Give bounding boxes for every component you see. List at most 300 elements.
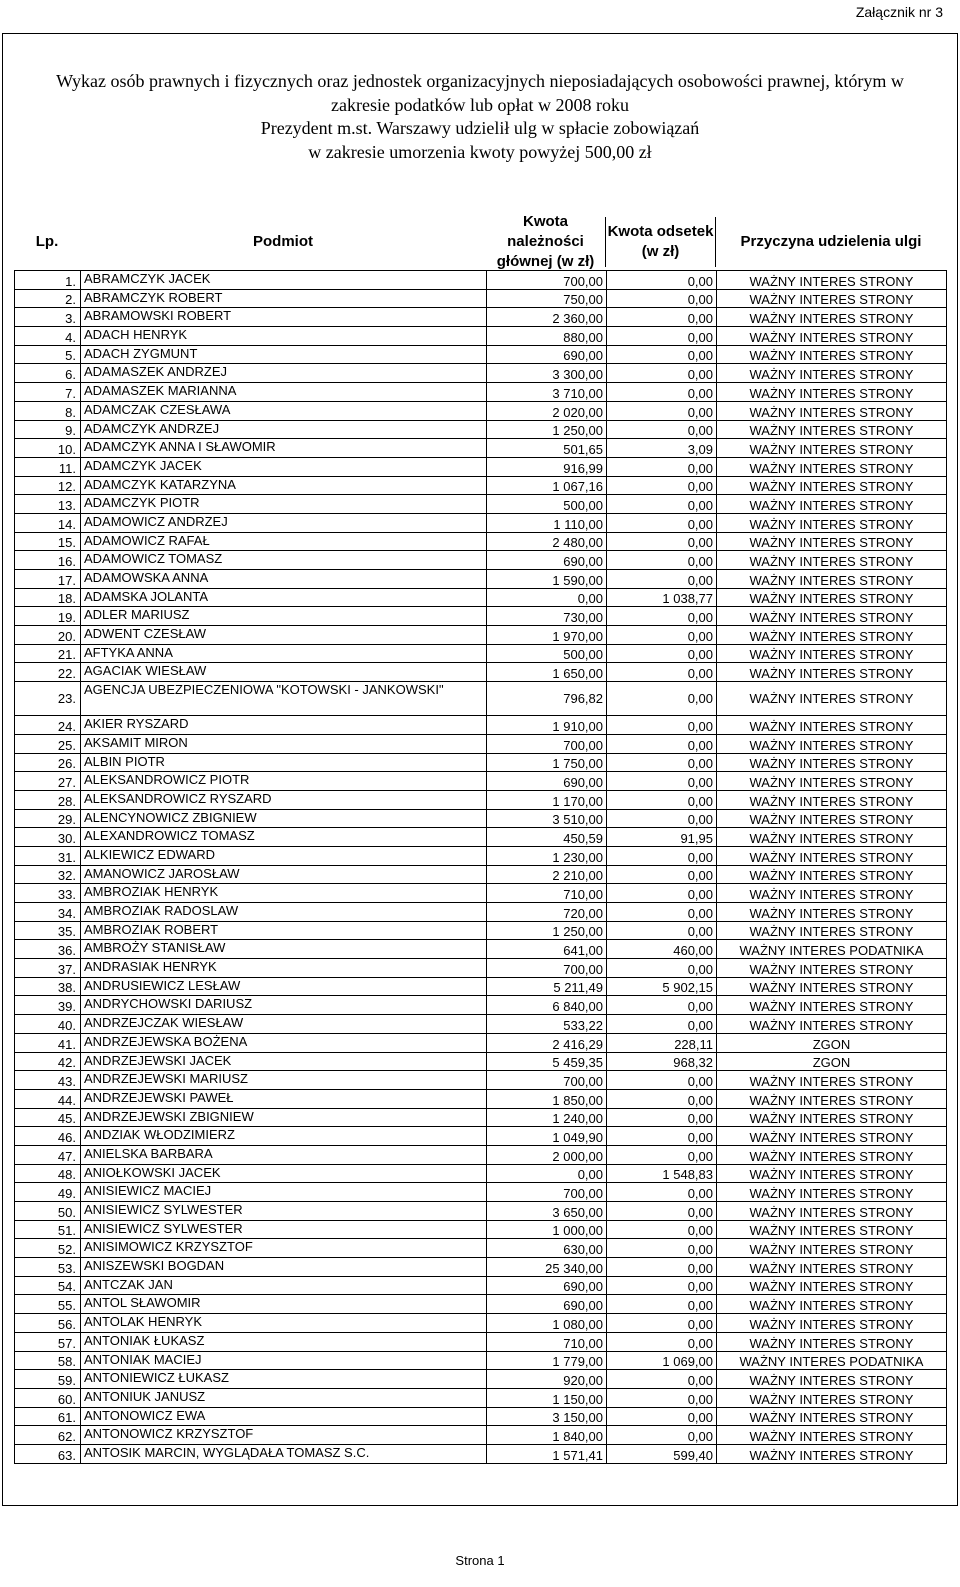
row-relief-reason: WAŻNY INTERES STRONY [717, 271, 947, 290]
row-number: 10. [15, 439, 81, 458]
table-row [15, 439, 947, 458]
table-row [15, 1370, 947, 1389]
row-interest-amount: 0,00 [607, 1202, 717, 1221]
row-number: 21. [15, 644, 81, 663]
row-entity-name: ABRAMOWSKI ROBERT [81, 308, 487, 327]
row-principal-amount: 1 110,00 [487, 513, 607, 532]
row-interest-amount: 0,00 [607, 607, 717, 626]
row-interest-amount: 0,00 [607, 1388, 717, 1407]
row-number: 12. [15, 476, 81, 495]
row-principal-amount: 700,00 [487, 1183, 607, 1202]
row-entity-name: ANISIEWICZ SYLWESTER [81, 1202, 487, 1221]
row-relief-reason: WAŻNY INTERES STRONY [717, 846, 947, 865]
row-principal-amount: 2 000,00 [487, 1145, 607, 1164]
row-entity-name: ANTONIEWICZ ŁUKASZ [81, 1370, 487, 1389]
row-principal-amount: 1 650,00 [487, 663, 607, 682]
row-number: 34. [15, 903, 81, 922]
row-entity-name: AMBROZIAK HENRYK [81, 884, 487, 903]
row-principal-amount: 0,00 [487, 588, 607, 607]
row-relief-reason: WAŻNY INTERES STRONY [717, 959, 947, 978]
row-number: 47. [15, 1145, 81, 1164]
table-row [15, 1108, 947, 1127]
row-number: 46. [15, 1127, 81, 1146]
row-principal-amount: 1 840,00 [487, 1426, 607, 1445]
table-row [15, 1351, 947, 1370]
row-principal-amount: 1 240,00 [487, 1108, 607, 1127]
row-relief-reason: WAŻNY INTERES STRONY [717, 1258, 947, 1277]
row-relief-reason: WAŻNY INTERES STRONY [717, 903, 947, 922]
row-interest-amount: 0,00 [607, 1089, 717, 1108]
row-interest-amount: 0,00 [607, 734, 717, 753]
row-relief-reason: WAŻNY INTERES STRONY [717, 1183, 947, 1202]
row-interest-amount: 0,00 [607, 644, 717, 663]
row-entity-name: ALEKSANDROWICZ RYSZARD [81, 790, 487, 809]
row-entity-name: ANDZIAK WŁODZIMIERZ [81, 1127, 487, 1146]
row-entity-name: ADACH ZYGMUNT [81, 345, 487, 364]
row-number: 50. [15, 1202, 81, 1221]
table-row [15, 570, 947, 589]
row-number: 3. [15, 308, 81, 327]
row-relief-reason: ZGON [717, 1033, 947, 1052]
row-entity-name: ANTONOWICZ EWA [81, 1407, 487, 1426]
row-entity-name: ANTONIAK ŁUKASZ [81, 1332, 487, 1351]
row-interest-amount: 460,00 [607, 940, 717, 959]
table-row [15, 846, 947, 865]
row-number: 13. [15, 495, 81, 514]
row-relief-reason: WAŻNY INTERES STRONY [717, 1276, 947, 1295]
row-number: 45. [15, 1108, 81, 1127]
table-row [15, 327, 947, 346]
row-interest-amount: 0,00 [607, 846, 717, 865]
table-row [15, 289, 947, 308]
header-kwota-naleznosci: Kwota należności głównej (w zł) [486, 217, 606, 267]
table-row [15, 1183, 947, 1202]
row-entity-name: ANDRZEJEWSKI ZBIGNIEW [81, 1108, 487, 1127]
header-podmiot: Podmiot [253, 233, 313, 250]
row-number: 16. [15, 551, 81, 570]
row-relief-reason: WAŻNY INTERES STRONY [717, 513, 947, 532]
row-interest-amount: 0,00 [607, 1183, 717, 1202]
row-number: 11. [15, 457, 81, 476]
row-relief-reason: WAŻNY INTERES STRONY [717, 345, 947, 364]
row-interest-amount: 0,00 [607, 884, 717, 903]
row-entity-name: ADAMCZYK PIOTR [81, 495, 487, 514]
row-principal-amount: 630,00 [487, 1239, 607, 1258]
table-row [15, 1033, 947, 1052]
row-relief-reason: WAŻNY INTERES STRONY [717, 1407, 947, 1426]
row-entity-name: AGENCJA UBEZPIECZENIOWA "KOTOWSKI - JANKOWSKI" [81, 682, 487, 716]
table-row [15, 790, 947, 809]
row-entity-name: ADAMOWICZ TOMASZ [81, 551, 487, 570]
row-entity-name: ANTONIUK JANUSZ [81, 1388, 487, 1407]
row-relief-reason: WAŻNY INTERES STRONY [717, 401, 947, 420]
title-line: w zakresie umorzenia kwoty powyżej 500,00 zł [308, 141, 652, 162]
relief-table [14, 270, 947, 1464]
table-body [15, 271, 947, 1464]
row-interest-amount: 968,32 [607, 1052, 717, 1071]
table-row [15, 271, 947, 290]
row-relief-reason: WAŻNY INTERES STRONY [717, 1239, 947, 1258]
table-row [15, 1295, 947, 1314]
row-entity-name: AMBROZIAK ROBERT [81, 921, 487, 940]
row-number: 7. [15, 383, 81, 402]
table-row [15, 1015, 947, 1034]
table-row [15, 884, 947, 903]
row-number: 19. [15, 607, 81, 626]
table-row [15, 1202, 947, 1221]
row-interest-amount: 0,00 [607, 716, 717, 735]
row-principal-amount: 916,99 [487, 457, 607, 476]
table-row [15, 495, 947, 514]
row-entity-name: AMANOWICZ JAROSŁAW [81, 865, 487, 884]
row-number: 61. [15, 1407, 81, 1426]
row-interest-amount: 0,00 [607, 1258, 717, 1277]
table-row [15, 663, 947, 682]
row-interest-amount: 0,00 [607, 551, 717, 570]
row-interest-amount: 0,00 [607, 420, 717, 439]
row-principal-amount: 2 480,00 [487, 532, 607, 551]
row-principal-amount: 1 910,00 [487, 716, 607, 735]
table-row [15, 401, 947, 420]
row-number: 39. [15, 996, 81, 1015]
row-entity-name: ADAMCZYK ANDRZEJ [81, 420, 487, 439]
table-row [15, 1164, 947, 1183]
row-interest-amount: 0,00 [607, 345, 717, 364]
title-line: zakresie podatków lub opłat w 2008 roku [331, 94, 629, 115]
row-principal-amount: 533,22 [487, 1015, 607, 1034]
row-principal-amount: 1 150,00 [487, 1388, 607, 1407]
table-row [15, 977, 947, 996]
row-relief-reason: WAŻNY INTERES STRONY [717, 1071, 947, 1090]
row-number: 63. [15, 1444, 81, 1463]
row-interest-amount: 0,00 [607, 570, 717, 589]
row-principal-amount: 641,00 [487, 940, 607, 959]
row-interest-amount: 0,00 [607, 457, 717, 476]
row-relief-reason: WAŻNY INTERES STRONY [717, 682, 947, 716]
row-relief-reason: WAŻNY INTERES STRONY [717, 1314, 947, 1333]
row-relief-reason: WAŻNY INTERES PODATNIKA [717, 940, 947, 959]
table-row [15, 734, 947, 753]
row-relief-reason: WAŻNY INTERES PODATNIKA [717, 1351, 947, 1370]
row-interest-amount: 0,00 [607, 532, 717, 551]
row-principal-amount: 720,00 [487, 903, 607, 922]
row-number: 51. [15, 1220, 81, 1239]
row-entity-name: ADAMCZYK ANNA I SŁAWOMIR [81, 439, 487, 458]
row-relief-reason: WAŻNY INTERES STRONY [717, 772, 947, 791]
table-row [15, 420, 947, 439]
row-interest-amount: 0,00 [607, 772, 717, 791]
row-relief-reason: WAŻNY INTERES STRONY [717, 1220, 947, 1239]
row-principal-amount: 1 590,00 [487, 570, 607, 589]
row-principal-amount: 1 250,00 [487, 921, 607, 940]
row-interest-amount: 1 548,83 [607, 1164, 717, 1183]
row-number: 5. [15, 345, 81, 364]
title-line: Wykaz osób prawnych i fizycznych oraz jednostek organizacyjnych nieposiadających osobowości prawnej, którym w [56, 71, 904, 91]
row-number: 59. [15, 1370, 81, 1389]
table-row [15, 1388, 947, 1407]
table-row [15, 513, 947, 532]
table-row [15, 1220, 947, 1239]
row-interest-amount: 5 902,15 [607, 977, 717, 996]
table-row [15, 551, 947, 570]
row-entity-name: ADAMOWICZ ANDRZEJ [81, 513, 487, 532]
row-entity-name: ANISIEWICZ MACIEJ [81, 1183, 487, 1202]
row-number: 53. [15, 1258, 81, 1277]
row-interest-amount: 3,09 [607, 439, 717, 458]
table-row [15, 828, 947, 847]
row-principal-amount: 700,00 [487, 1071, 607, 1090]
row-entity-name: ABRAMCZYK ROBERT [81, 289, 487, 308]
row-relief-reason: WAŻNY INTERES STRONY [717, 383, 947, 402]
row-entity-name: ADAMASZEK MARIANNA [81, 383, 487, 402]
row-number: 32. [15, 865, 81, 884]
row-number: 29. [15, 809, 81, 828]
row-entity-name: ANDRZEJEWSKA BOŻENA [81, 1033, 487, 1052]
row-number: 41. [15, 1033, 81, 1052]
row-entity-name: ANDRZEJCZAK WIESŁAW [81, 1015, 487, 1034]
row-relief-reason: WAŻNY INTERES STRONY [717, 1145, 947, 1164]
row-interest-amount: 0,00 [607, 1426, 717, 1445]
row-principal-amount: 690,00 [487, 1295, 607, 1314]
row-principal-amount: 2 416,29 [487, 1033, 607, 1052]
table-row [15, 1276, 947, 1295]
table-row [15, 996, 947, 1015]
row-entity-name: ADAMSKA JOLANTA [81, 588, 487, 607]
row-entity-name: ANDRUSIEWICZ LESŁAW [81, 977, 487, 996]
row-entity-name: ANDRZEJEWSKI MARIUSZ [81, 1071, 487, 1090]
row-relief-reason: WAŻNY INTERES STRONY [717, 364, 947, 383]
row-number: 6. [15, 364, 81, 383]
row-principal-amount: 796,82 [487, 682, 607, 716]
row-interest-amount: 0,00 [607, 996, 717, 1015]
row-interest-amount: 0,00 [607, 959, 717, 978]
row-principal-amount: 1 250,00 [487, 420, 607, 439]
row-interest-amount: 0,00 [607, 1071, 717, 1090]
row-entity-name: AMBROŻY STANISŁAW [81, 940, 487, 959]
row-number: 62. [15, 1426, 81, 1445]
row-principal-amount: 5 459,35 [487, 1052, 607, 1071]
row-number: 15. [15, 532, 81, 551]
row-interest-amount: 0,00 [607, 790, 717, 809]
table-row [15, 345, 947, 364]
row-relief-reason: WAŻNY INTERES STRONY [717, 1295, 947, 1314]
row-principal-amount: 1 049,90 [487, 1127, 607, 1146]
row-interest-amount: 0,00 [607, 1127, 717, 1146]
table-row [15, 644, 947, 663]
row-number: 49. [15, 1183, 81, 1202]
table-row [15, 959, 947, 978]
row-relief-reason: WAŻNY INTERES STRONY [717, 734, 947, 753]
row-number: 52. [15, 1239, 81, 1258]
row-principal-amount: 1 850,00 [487, 1089, 607, 1108]
row-entity-name: ALEXANDROWICZ TOMASZ [81, 828, 487, 847]
table-row [15, 1089, 947, 1108]
row-number: 18. [15, 588, 81, 607]
row-number: 58. [15, 1351, 81, 1370]
row-number: 33. [15, 884, 81, 903]
table-row [15, 1332, 947, 1351]
row-principal-amount: 2 360,00 [487, 308, 607, 327]
row-number: 27. [15, 772, 81, 791]
row-entity-name: ANIOŁKOWSKI JACEK [81, 1164, 487, 1183]
row-interest-amount: 0,00 [607, 383, 717, 402]
row-principal-amount: 0,00 [487, 1164, 607, 1183]
table-row [15, 1052, 947, 1071]
row-principal-amount: 6 840,00 [487, 996, 607, 1015]
row-number: 1. [15, 271, 81, 290]
row-relief-reason: WAŻNY INTERES STRONY [717, 327, 947, 346]
row-number: 26. [15, 753, 81, 772]
row-principal-amount: 690,00 [487, 772, 607, 791]
row-interest-amount: 0,00 [607, 626, 717, 645]
table-row [15, 716, 947, 735]
header-przyczyna: Przyczyna udzielenia ulgi [740, 233, 922, 250]
row-relief-reason: WAŻNY INTERES STRONY [717, 996, 947, 1015]
row-interest-amount: 0,00 [607, 327, 717, 346]
row-relief-reason: WAŻNY INTERES STRONY [717, 1444, 947, 1463]
row-number: 35. [15, 921, 81, 940]
table-row [15, 682, 947, 716]
row-principal-amount: 710,00 [487, 884, 607, 903]
row-number: 38. [15, 977, 81, 996]
row-number: 43. [15, 1071, 81, 1090]
row-number: 42. [15, 1052, 81, 1071]
row-relief-reason: WAŻNY INTERES STRONY [717, 1164, 947, 1183]
row-interest-amount: 0,00 [607, 1407, 717, 1426]
row-principal-amount: 3 510,00 [487, 809, 607, 828]
table-row [15, 532, 947, 551]
row-entity-name: ALKIEWICZ EDWARD [81, 846, 487, 865]
row-entity-name: ANISZEWSKI BOGDAN [81, 1258, 487, 1277]
row-principal-amount: 690,00 [487, 345, 607, 364]
row-entity-name: ADAMOWICZ RAFAŁ [81, 532, 487, 551]
row-interest-amount: 0,00 [607, 1314, 717, 1333]
row-entity-name: ADAMCZYK JACEK [81, 457, 487, 476]
table-row [15, 940, 947, 959]
row-relief-reason: WAŻNY INTERES STRONY [717, 644, 947, 663]
row-number: 2. [15, 289, 81, 308]
row-principal-amount: 750,00 [487, 289, 607, 308]
row-number: 9. [15, 420, 81, 439]
row-number: 36. [15, 940, 81, 959]
row-principal-amount: 3 710,00 [487, 383, 607, 402]
row-relief-reason: WAŻNY INTERES STRONY [717, 716, 947, 735]
row-relief-reason: WAŻNY INTERES STRONY [717, 753, 947, 772]
table-row [15, 865, 947, 884]
row-entity-name: ADLER MARIUSZ [81, 607, 487, 626]
row-interest-amount: 0,00 [607, 903, 717, 922]
row-interest-amount: 91,95 [607, 828, 717, 847]
row-relief-reason: WAŻNY INTERES STRONY [717, 289, 947, 308]
row-entity-name: ANTCZAK JAN [81, 1276, 487, 1295]
row-relief-reason: WAŻNY INTERES STRONY [717, 551, 947, 570]
row-principal-amount: 1 230,00 [487, 846, 607, 865]
row-principal-amount: 710,00 [487, 1332, 607, 1351]
row-relief-reason: WAŻNY INTERES STRONY [717, 828, 947, 847]
row-relief-reason: WAŻNY INTERES STRONY [717, 476, 947, 495]
row-principal-amount: 1 067,16 [487, 476, 607, 495]
row-interest-amount: 0,00 [607, 364, 717, 383]
row-entity-name: ANISIEWICZ SYLWESTER [81, 1220, 487, 1239]
row-number: 31. [15, 846, 81, 865]
row-relief-reason: WAŻNY INTERES STRONY [717, 570, 947, 589]
table-row [15, 476, 947, 495]
row-interest-amount: 0,00 [607, 1332, 717, 1351]
row-entity-name: ALENCYNOWICZ ZBIGNIEW [81, 809, 487, 828]
table-row [15, 364, 947, 383]
header-lp: Lp. [35, 233, 59, 250]
row-relief-reason: WAŻNY INTERES STRONY [717, 921, 947, 940]
row-entity-name: ANDRASIAK HENRYK [81, 959, 487, 978]
table-row [15, 903, 947, 922]
row-principal-amount: 880,00 [487, 327, 607, 346]
row-number: 57. [15, 1332, 81, 1351]
table-row [15, 753, 947, 772]
table-row [15, 809, 947, 828]
row-number: 22. [15, 663, 81, 682]
row-interest-amount: 0,00 [607, 476, 717, 495]
row-number: 20. [15, 626, 81, 645]
row-principal-amount: 1 750,00 [487, 753, 607, 772]
row-number: 14. [15, 513, 81, 532]
row-principal-amount: 3 300,00 [487, 364, 607, 383]
table-row [15, 772, 947, 791]
row-interest-amount: 0,00 [607, 308, 717, 327]
title-line: Prezydent m.st. Warszawy udzielił ulg w spłacie zobowiązań [260, 118, 700, 138]
row-relief-reason: WAŻNY INTERES STRONY [717, 607, 947, 626]
row-principal-amount: 2 210,00 [487, 865, 607, 884]
annex-label: Załącznik nr 3 [855, 4, 943, 20]
table-row [15, 457, 947, 476]
row-entity-name: ADWENT CZESŁAW [81, 626, 487, 645]
row-relief-reason: WAŻNY INTERES STRONY [717, 532, 947, 551]
row-entity-name: ALBIN PIOTR [81, 753, 487, 772]
row-principal-amount: 450,59 [487, 828, 607, 847]
row-relief-reason: WAŻNY INTERES STRONY [717, 1127, 947, 1146]
row-interest-amount: 0,00 [607, 753, 717, 772]
row-number: 25. [15, 734, 81, 753]
row-interest-amount: 0,00 [607, 1015, 717, 1034]
row-relief-reason: WAŻNY INTERES STRONY [717, 439, 947, 458]
row-entity-name: ADAMASZEK ANDRZEJ [81, 364, 487, 383]
document-title [2, 70, 958, 164]
row-principal-amount: 5 211,49 [487, 977, 607, 996]
row-entity-name: AKSAMIT MIRON [81, 734, 487, 753]
table-row [15, 1407, 947, 1426]
row-entity-name: AKIER RYSZARD [81, 716, 487, 735]
row-principal-amount: 1 970,00 [487, 626, 607, 645]
row-number: 37. [15, 959, 81, 978]
table-row [15, 1426, 947, 1445]
table-row [15, 1071, 947, 1090]
row-entity-name: ANISIMOWICZ KRZYSZTOF [81, 1239, 487, 1258]
row-relief-reason: WAŻNY INTERES STRONY [717, 1089, 947, 1108]
row-relief-reason: WAŻNY INTERES STRONY [717, 865, 947, 884]
row-principal-amount: 700,00 [487, 734, 607, 753]
row-principal-amount: 700,00 [487, 271, 607, 290]
row-principal-amount: 700,00 [487, 959, 607, 978]
row-number: 56. [15, 1314, 81, 1333]
row-principal-amount: 690,00 [487, 551, 607, 570]
row-number: 28. [15, 790, 81, 809]
row-interest-amount: 228,11 [607, 1033, 717, 1052]
row-entity-name: ANTONIAK MACIEJ [81, 1351, 487, 1370]
row-interest-amount: 0,00 [607, 513, 717, 532]
table-row [15, 1145, 947, 1164]
row-interest-amount: 0,00 [607, 1239, 717, 1258]
table-row [15, 607, 947, 626]
row-entity-name: ANTOLAK HENRYK [81, 1314, 487, 1333]
